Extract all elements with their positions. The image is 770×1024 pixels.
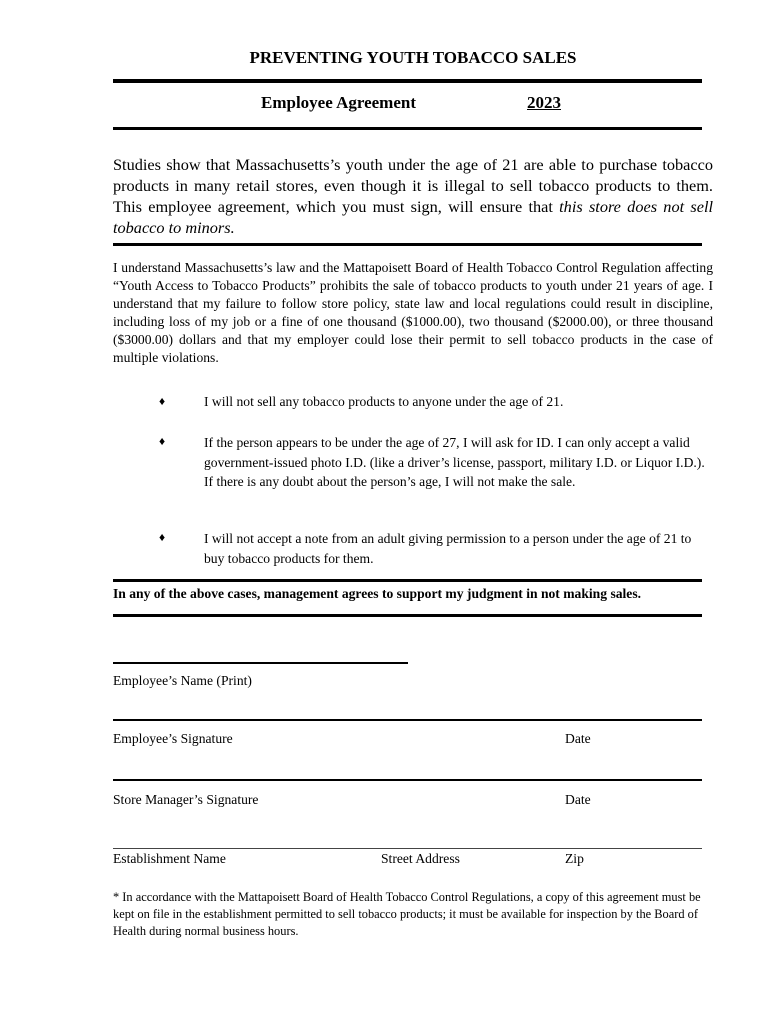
title-divider (113, 79, 702, 83)
subtitle-divider (113, 127, 702, 130)
street-address-label: Street Address (381, 851, 460, 866)
bullet-marker-icon: ♦ (159, 434, 166, 448)
intro-emphasis: this store does not sell tobacco to minors. (113, 197, 713, 237)
support-divider-top (113, 579, 702, 582)
zip-label: Zip (565, 851, 584, 866)
support-statement: In any of the above cases, management agrees to support my judgment in not making sales. (113, 586, 642, 601)
employee-name-label: Employee’s Name (Print) (113, 673, 252, 688)
manager-signature-label: Store Manager’s Signature (113, 792, 259, 807)
bullet-item: If the person appears to be under the age of 27, I will ask for ID. I can only accept a valid government-issued photo I.D. (like a driver’s license, passport, military I.D. or Liquor I.D.). If there is any doubt about the person’s age, I will not make the sale. (204, 435, 705, 489)
intro-paragraph (113, 154, 713, 238)
establishment-name-label: Establishment Name (113, 851, 226, 866)
page-title: PREVENTING YOUTH TOBACCO SALES (249, 48, 577, 67)
footnote: * In accordance with the Mattapoisett Board of Health Tobacco Control Regulations, a copy of this agreement must be kept on file in the establishment permitted to sell tobacco products; it must be available for inspection by the Board of Health during normal business hours. (113, 890, 701, 938)
employee-date-label: Date (565, 731, 591, 746)
bullet-marker-icon: ♦ (159, 530, 166, 544)
bullet-item: I will not sell any tobacco products to anyone under the age of 21. (204, 394, 564, 409)
employee-signature-line[interactable] (113, 719, 702, 721)
support-divider-bottom (113, 614, 702, 617)
understanding-paragraph: I understand Massachusetts’s law and the Mattapoisett Board of Health Tobacco Control Regulation affecting “Youth Access to Tobacco Products” prohibits the sale of tobacco products to youth under 21 years of age. I understand that my failure to follow store policy, state law and local regulations could result in discipline, including loss of my job or a fine of one thousand ($1000.00), two thousand ($2000.00), or three thousand ($3000.00) dollars and that my employer could lose their permit to sell tobacco products in the case of multiple violations. (113, 260, 713, 365)
agreement-year: 2023 (527, 93, 561, 112)
employee-signature-label: Employee’s Signature (113, 731, 233, 746)
intro-divider (113, 243, 702, 246)
bullet-item: I will not accept a note from an adult giving permission to a person under the age of 21 to buy tobacco products for them. (204, 531, 692, 566)
manager-signature-line[interactable] (113, 779, 702, 781)
employee-name-line[interactable] (113, 662, 408, 664)
agreement-subtitle: Employee Agreement (261, 93, 417, 112)
manager-date-label: Date (565, 792, 591, 807)
intro-text: Studies show that Massachusetts’s youth under the age of 21 are able to purchase tobacco products in many retail stores, even though it is illegal to sell tobacco products to them. This employee agreement, which you must sign, will ensure that (113, 155, 713, 216)
bullet-marker-icon: ♦ (159, 394, 166, 408)
establishment-line[interactable] (113, 848, 702, 849)
